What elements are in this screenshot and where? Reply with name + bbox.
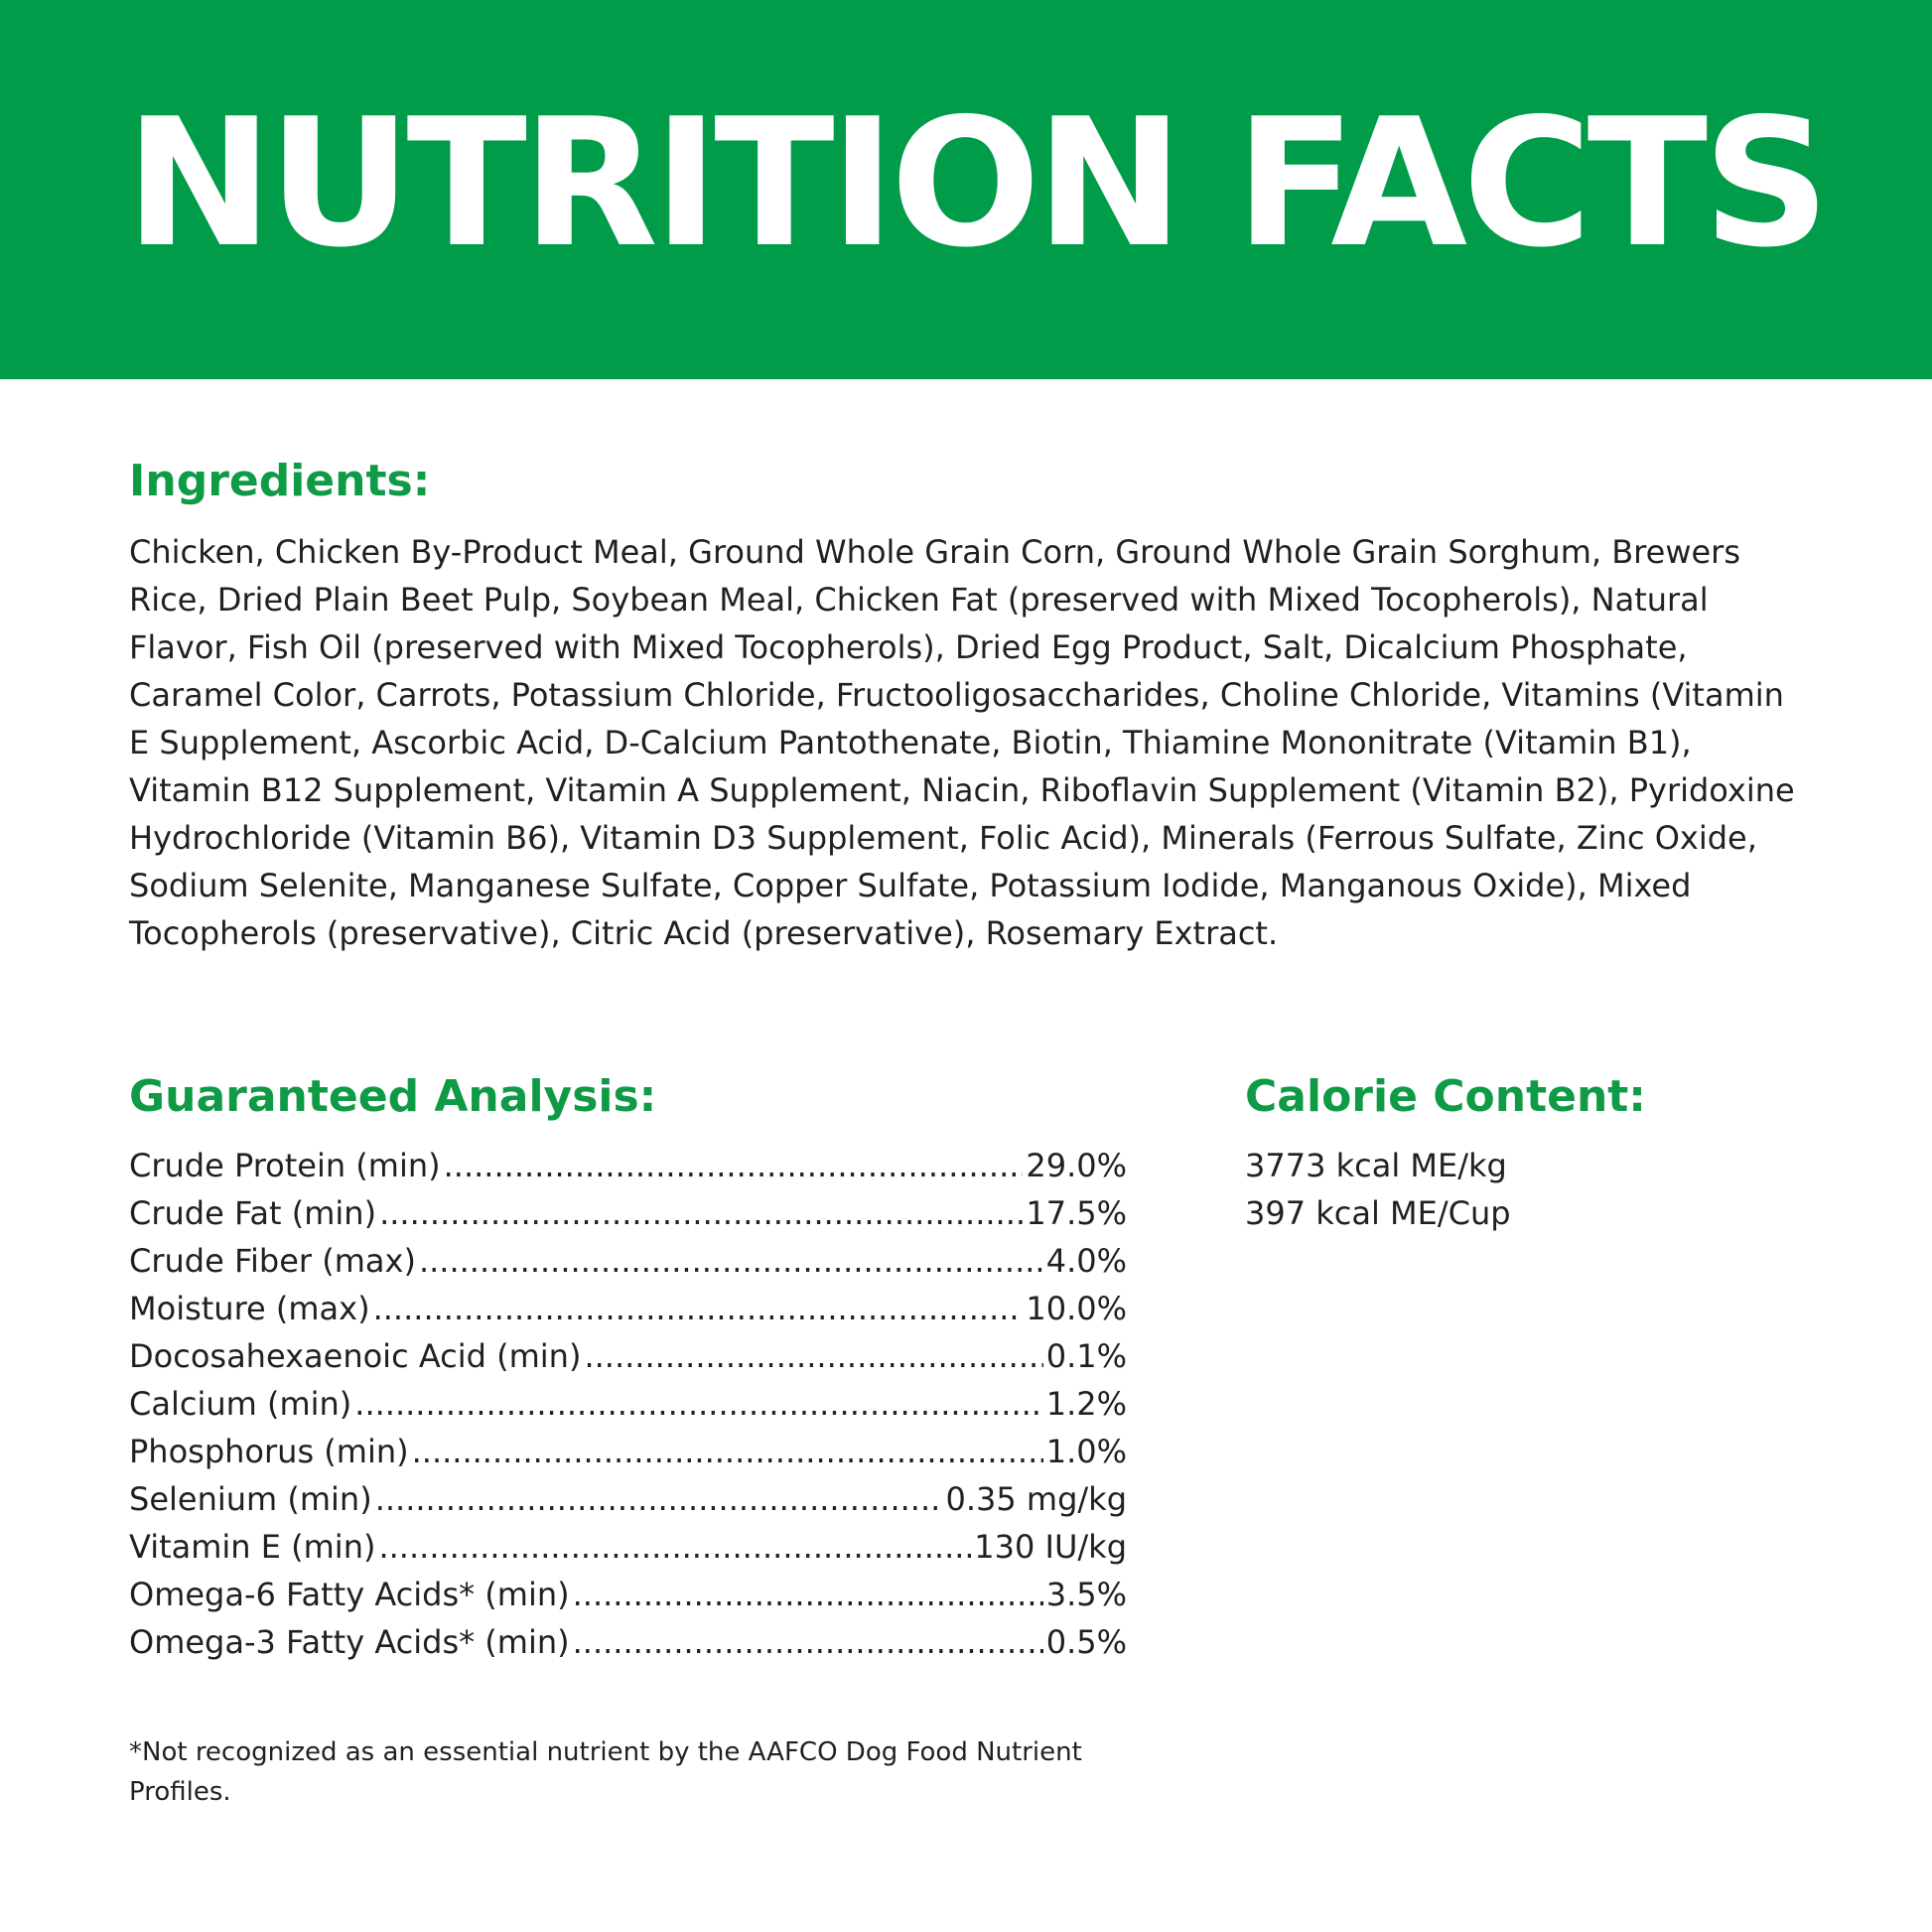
guaranteed-analysis-list <box>129 1142 1127 1666</box>
analysis-row-value: 0.1% <box>1045 1337 1127 1375</box>
analysis-row-value: 4.0% <box>1045 1242 1127 1280</box>
analysis-row-name: Crude Protein (min) <box>129 1147 441 1184</box>
analysis-row-name: Moisture (max) <box>129 1290 370 1327</box>
dot-leader <box>419 1237 1043 1285</box>
analysis-row <box>129 1285 1127 1332</box>
analysis-row-name: Vitamin E (min) <box>129 1528 376 1566</box>
analysis-row-name: Calcium (min) <box>129 1385 352 1423</box>
dot-leader <box>375 1475 943 1523</box>
dot-leader <box>573 1618 1043 1666</box>
analysis-row <box>129 1475 1127 1523</box>
analysis-row <box>129 1142 1127 1189</box>
analysis-row-value: 0.35 mg/kg <box>945 1480 1127 1518</box>
analysis-row <box>129 1237 1127 1285</box>
analysis-row-name: Selenium (min) <box>129 1480 372 1518</box>
dot-leader <box>584 1332 1042 1380</box>
analysis-row-name: Omega-6 Fatty Acids* (min) <box>129 1576 570 1613</box>
calorie-content-heading: Calorie Content: <box>1245 1071 1646 1122</box>
calorie-content-list <box>1245 1142 1511 1237</box>
analysis-row-value: 10.0% <box>1026 1290 1127 1327</box>
analysis-row <box>129 1571 1127 1618</box>
analysis-row <box>129 1332 1127 1380</box>
calorie-per-kg: 3773 kcal ME/kg <box>1245 1147 1507 1184</box>
guaranteed-analysis-heading: Guaranteed Analysis: <box>129 1071 657 1122</box>
dot-leader <box>573 1571 1043 1618</box>
dot-leader <box>444 1142 1024 1189</box>
calorie-per-cup: 397 kcal ME/Cup <box>1245 1194 1511 1232</box>
dot-leader <box>412 1428 1043 1475</box>
analysis-row <box>129 1428 1127 1475</box>
dot-leader <box>378 1523 971 1571</box>
header-banner <box>0 0 1932 379</box>
analysis-row-name: Crude Fiber (max) <box>129 1242 416 1280</box>
analysis-row <box>129 1189 1127 1237</box>
analysis-row-name: Docosahexaenoic Acid (min) <box>129 1337 582 1375</box>
analysis-row-value: 130 IU/kg <box>974 1528 1127 1566</box>
dot-leader <box>373 1285 1024 1332</box>
ingredients-heading: Ingredients: <box>129 456 431 506</box>
analysis-row-name: Phosphorus (min) <box>129 1433 409 1470</box>
analysis-row-value: 0.5% <box>1045 1623 1127 1661</box>
footnote: *Not recognized as an essential nutrient by the AAFCO Dog Food Nutrient Profiles. <box>129 1737 1082 1807</box>
analysis-row-value: 29.0% <box>1026 1147 1127 1184</box>
dot-leader <box>379 1189 1023 1237</box>
dot-leader <box>354 1380 1042 1428</box>
analysis-row <box>129 1523 1127 1571</box>
analysis-row-value: 3.5% <box>1045 1576 1127 1613</box>
analysis-row-name: Crude Fat (min) <box>129 1194 377 1232</box>
page-title: NUTRITION FACTS <box>125 80 1826 286</box>
ingredients-text: Chicken, Chicken By-Product Meal, Ground Whole Grain Corn, Ground Whole Grain Sorghum, Brewers Rice, Dried Plain Beet Pulp, Soybean Meal, Chicken Fat (preserved with Mixed Tocopherols), Natural Flavor, Fish Oil (preserved with Mixed Tocopherols), Dried Egg Product, Salt, Dicalcium Phosphate, Caramel Color, Carrots, Potassium Chloride, Fructooligosaccharides, Choline Chloride, Vitamins (Vitamin E Supplement, Ascorbic Acid, D-Calcium Pantothenate, Biotin, Thiamine Mononitrate (Vitamin B1), Vitamin B12 Supplement, Vitamin A Supplement, Niacin, Riboflavin Supplement (Vitamin B2), Pyridoxine Hydrochloride (Vitamin B6), Vitamin D3 Supplement, Folic Acid), Minerals (Ferrous Sulfate, Zinc Oxide, Sodium Selenite, Manganese Sulfate, Copper Sulfate, Potassium Iodide, Manganous Oxide), Mixed Tocopherols (preservative), Citric Acid (preservative), Rosemary Extract. <box>129 533 1795 952</box>
analysis-row <box>129 1380 1127 1428</box>
analysis-row-value: 1.0% <box>1045 1433 1127 1470</box>
analysis-row <box>129 1618 1127 1666</box>
analysis-row-value: 17.5% <box>1026 1194 1127 1232</box>
analysis-row-name: Omega-3 Fatty Acids* (min) <box>129 1623 570 1661</box>
analysis-row-value: 1.2% <box>1045 1385 1127 1423</box>
